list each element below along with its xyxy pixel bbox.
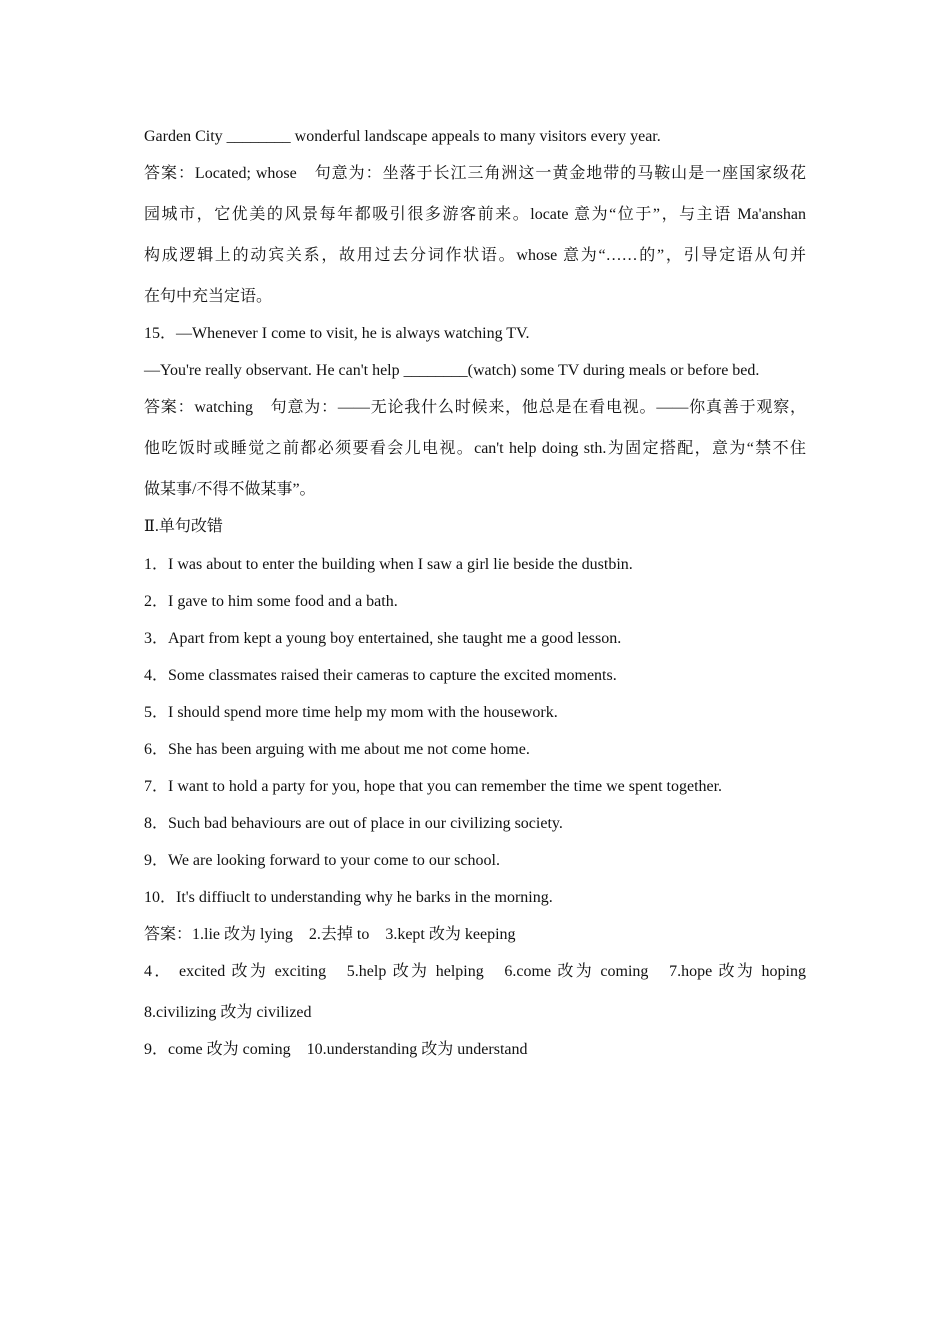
- answers-line-1: 答案：1.lie 改为 lying 2.去掉 to 3.kept 改为 keeping: [144, 926, 516, 943]
- correction-item-10: 10．It's diffiuclt to understanding why he barks in the morning.: [144, 889, 553, 906]
- correction-item-1: 1．I was about to enter the building when I saw a girl lie beside the dustbin.: [144, 556, 633, 573]
- answer-14-line-4: 在句中充当定语。: [144, 288, 273, 305]
- correction-item-9: 9．We are looking forward to your come to our school.: [144, 852, 500, 869]
- answer-14-line-1: 答案：Located; whose 句意为：坐落于长江三角洲这一黄金地带的马鞍山是一座国家级花: [144, 165, 806, 182]
- question-15-line-2: —You're really observant. He can't help ________(watch) some TV during meals or before bed.: [144, 362, 760, 379]
- answer-15-line-1: 答案：watching 句意为：——无论我什么时候来，他总是在看电视。——你真善于观察，: [144, 399, 806, 416]
- correction-item-7: 7．I want to hold a party for you, hope that you can remember the time we spent together.: [144, 778, 723, 795]
- correction-item-8: 8．Such bad behaviours are out of place in our civilizing society.: [144, 815, 563, 832]
- answer-15-line-2: 他吃饭时或睡觉之前都必须要看会儿电视。can't help doing sth.为固定搭配，意为“禁不住: [144, 440, 806, 457]
- question-14-text-end: Garden City ________ wonderful landscape appeals to many visitors every year.: [144, 128, 661, 145]
- correction-item-6: 6．She has been arguing with me about me not come home.: [144, 741, 530, 758]
- answers-line-2: 4． excited 改为 exciting 5.help 改为 helping 6.come 改为 coming 7.hope 改为 hoping: [144, 963, 806, 980]
- answer-14-line-2: 园城市，它优美的风景每年都吸引很多游客前来。locate 意为“位于”，与主语 Ma'anshan: [144, 206, 806, 223]
- correction-item-2: 2．I gave to him some food and a bath.: [144, 593, 398, 610]
- answers-line-3: 8.civilizing 改为 civilized: [144, 1004, 312, 1021]
- answer-14-line-3: 构成逻辑上的动宾关系，故用过去分词作状语。whose 意为“……的”，引导定语从句并: [144, 247, 806, 264]
- section-heading: Ⅱ.单句改错: [144, 518, 223, 535]
- correction-item-3: 3．Apart from kept a young boy entertained, she taught me a good lesson.: [144, 630, 622, 647]
- answer-15-line-3: 做某事/不得不做某事”。: [144, 481, 316, 498]
- correction-item-4: 4．Some classmates raised their cameras to capture the excited moments.: [144, 667, 617, 684]
- correction-item-5: 5．I should spend more time help my mom with the housework.: [144, 704, 558, 721]
- question-15-line-1: 15．—Whenever I come to visit, he is always watching TV.: [144, 325, 530, 342]
- answers-line-4: 9．come 改为 coming 10.understanding 改为 understand: [144, 1041, 528, 1058]
